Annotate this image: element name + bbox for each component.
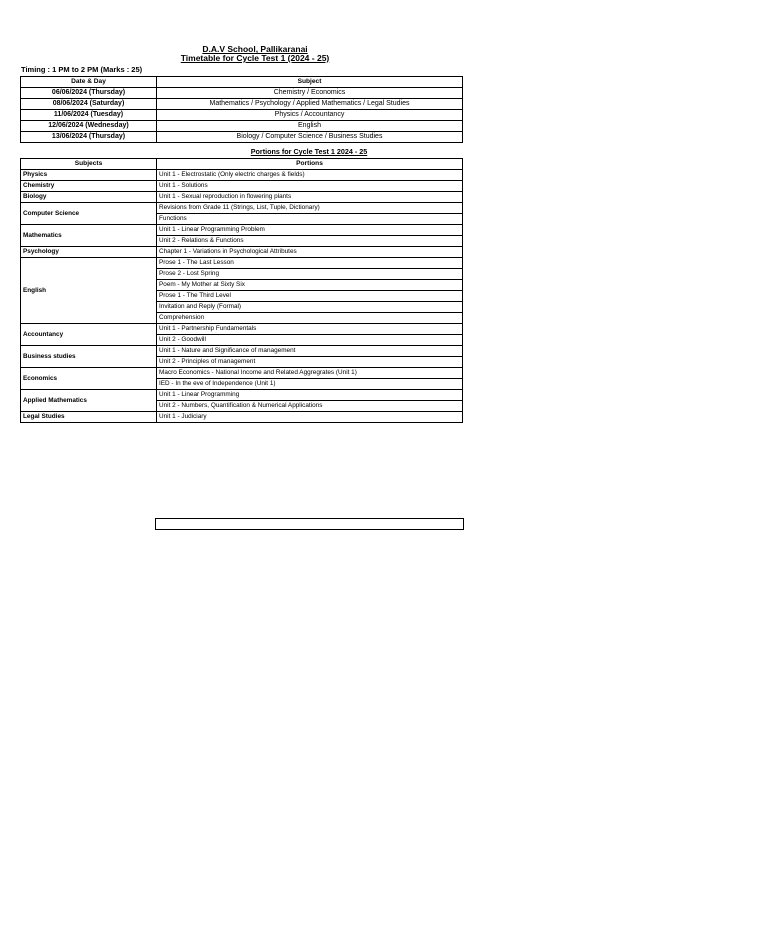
col-header-date: Date & Day xyxy=(21,77,157,88)
col-header-subject: Subject xyxy=(157,77,463,88)
portion-cell: Prose 1 - The Last Lesson xyxy=(157,258,463,269)
subject-cell: Chemistry xyxy=(21,181,157,192)
subject-cell: Applied Mathematics xyxy=(21,390,157,412)
portion-cell: Unit 1 - Electrostatic (Only electric charges & fields) xyxy=(157,170,463,181)
portion-cell: Unit 2 - Relations & Functions xyxy=(157,236,463,247)
portion-cell: Unit 1 - Judiciary xyxy=(157,412,463,423)
subject-cell: Business studies xyxy=(21,346,157,368)
exam-subject-cell: Physics / Accountancy xyxy=(157,110,463,121)
portion-cell: Functions xyxy=(157,214,463,225)
portion-cell: Unit 2 - Principles of management xyxy=(157,357,463,368)
portions-row xyxy=(21,247,463,258)
timetable-row xyxy=(21,110,463,121)
portions-row xyxy=(21,225,463,236)
subject-cell: Accountancy xyxy=(21,324,157,346)
timetable-row xyxy=(21,121,463,132)
portions-row xyxy=(21,192,463,203)
portions-table xyxy=(20,158,463,423)
exam-date-cell: 08/06/2024 (Saturday) xyxy=(21,99,157,110)
portions-row xyxy=(21,181,463,192)
subject-cell: Legal Studies xyxy=(21,412,157,423)
exam-date-cell: 12/06/2024 (Wednesday) xyxy=(21,121,157,132)
timing-note: Timing : 1 PM to 2 PM (Marks : 25) xyxy=(21,65,143,74)
timetable-row xyxy=(21,132,463,143)
subject-cell: Physics xyxy=(21,170,157,181)
subject-cell: English xyxy=(21,258,157,324)
portion-cell: Unit 1 - Partnership Fundamentals xyxy=(157,324,463,335)
portion-cell: Unit 1 - Sexual reproduction in flowering plants xyxy=(157,192,463,203)
portion-cell: Invitation and Reply (Formal) xyxy=(157,302,463,313)
exam-subject-cell: Biology / Computer Science / Business Studies xyxy=(157,132,463,143)
exam-subject-cell: Mathematics / Psychology / Applied Mathematics / Legal Studies xyxy=(157,99,463,110)
school-name: D.A.V School, Pallikaranai xyxy=(202,44,308,54)
portions-row xyxy=(21,203,463,214)
portions-row xyxy=(21,170,463,181)
exam-subject-cell: English xyxy=(157,121,463,132)
portions-row xyxy=(21,346,463,357)
timetable-row xyxy=(21,99,463,110)
portion-cell: Unit 1 - Nature and Significance of management xyxy=(157,346,463,357)
timetable-table xyxy=(20,76,463,143)
portion-cell: Macro Economics - National Income and Related Aggregrates (Unit 1) xyxy=(157,368,463,379)
exam-date-cell: 13/06/2024 (Thursday) xyxy=(21,132,157,143)
col-header-subjects: Subjects xyxy=(21,159,157,170)
portion-cell: IED - In the eve of Independence (Unit 1) xyxy=(157,379,463,390)
portion-cell: Prose 1 - The Third Level xyxy=(157,291,463,302)
portions-row xyxy=(21,390,463,401)
timetable-row xyxy=(21,88,463,99)
portion-cell: Chapter 1 - Variations in Psychological Attributes xyxy=(157,247,463,258)
portion-cell: Unit 2 - Goodwill xyxy=(157,335,463,346)
empty-cell-box xyxy=(155,518,464,530)
timetable-header-row xyxy=(21,77,463,88)
exam-subject-cell: Chemistry / Economics xyxy=(157,88,463,99)
exam-date-cell: 06/06/2024 (Thursday) xyxy=(21,88,157,99)
portions-title: Portions for Cycle Test 1 2024 - 25 xyxy=(250,147,368,156)
portion-cell: Prose 2 - Lost Spring xyxy=(157,269,463,280)
portion-cell: Unit 1 - Solutions xyxy=(157,181,463,192)
timetable-title: Timetable for Cycle Test 1 (2024 - 25) xyxy=(180,53,330,63)
portion-cell: Poem - My Mother at Sixty Six xyxy=(157,280,463,291)
portion-cell: Revisions from Grade 11 (Strings, List, Tuple, Dictionary) xyxy=(157,203,463,214)
portions-row xyxy=(21,324,463,335)
subject-cell: Psychology xyxy=(21,247,157,258)
subject-cell: Biology xyxy=(21,192,157,203)
portions-row xyxy=(21,258,463,269)
portions-header-row xyxy=(21,159,463,170)
subject-cell: Economics xyxy=(21,368,157,390)
portions-row xyxy=(21,368,463,379)
exam-date-cell: 11/06/2024 (Tuesday) xyxy=(21,110,157,121)
subject-cell: Computer Science xyxy=(21,203,157,225)
col-header-portions: Portions xyxy=(157,159,463,170)
portion-cell: Unit 1 - Linear Programming Problem xyxy=(157,225,463,236)
subject-cell: Mathematics xyxy=(21,225,157,247)
portion-cell: Unit 2 - Numbers, Quantification & Numerical Applications xyxy=(157,401,463,412)
portion-cell: Comprehension xyxy=(157,313,463,324)
portion-cell: Unit 1 - Linear Programming xyxy=(157,390,463,401)
portions-row xyxy=(21,412,463,423)
